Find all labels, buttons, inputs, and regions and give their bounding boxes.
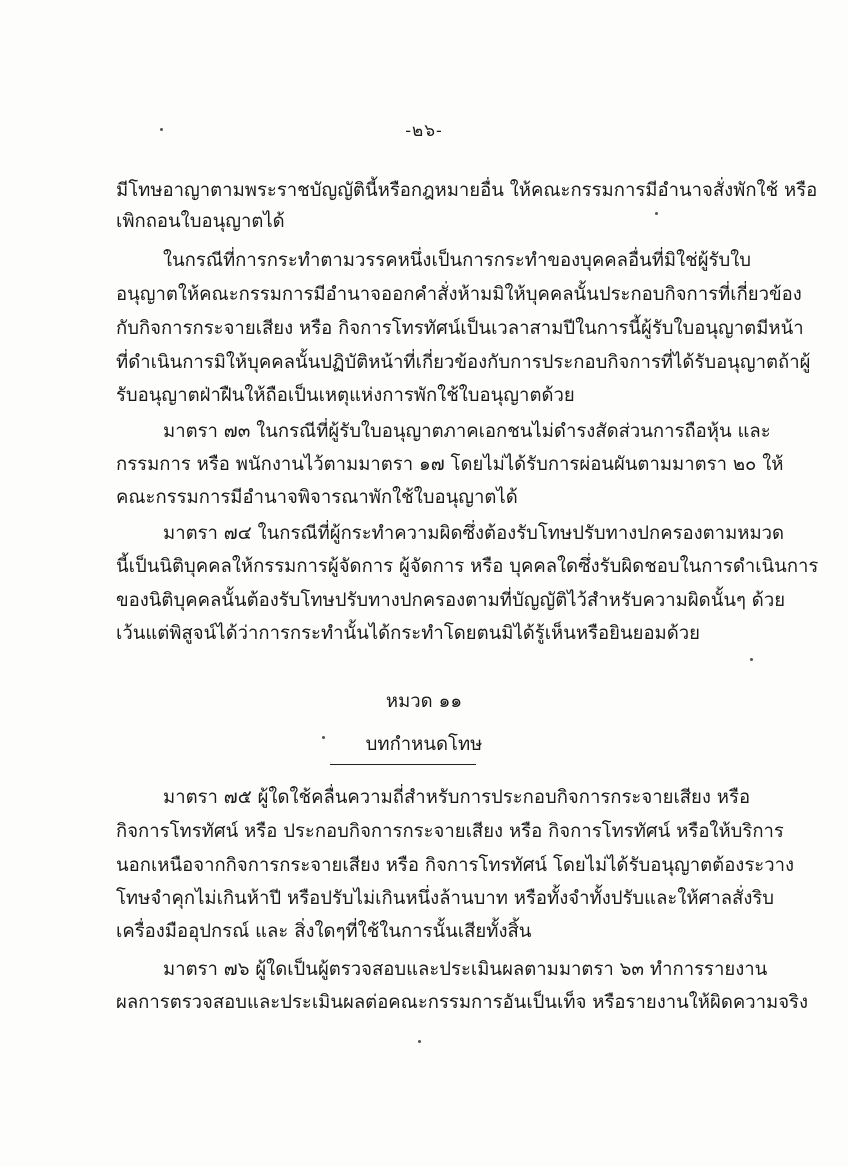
- text-line: รับอนุญาตฝ่าฝืนให้ถือเป็นเหตุแห่งการพักใช้ใบอนุญาตด้วย: [116, 385, 575, 406]
- text-line: เครื่องมืออุปกรณ์ และ สิ่งใดๆที่ใช้ในการนั้นเสียทั้งสิ้น: [116, 921, 532, 942]
- scan-speck: [750, 658, 753, 661]
- text-line: ที่ดำเนินการมิให้บุคคลนั้นปฏิบัติหน้าที่เกี่ยวข้องกับการประกอบกิจการที่ได้รับอนุญาตถ้าผู้: [116, 352, 811, 373]
- scan-speck: [655, 212, 658, 215]
- text-line: นอกเหนือจากกิจการกระจายเสียง หรือ กิจการโทรทัศน์ โดยไม่ได้รับอนุญาตต้องระวาง: [116, 855, 795, 876]
- chapter-title: บทกำหนดโทษ: [365, 734, 483, 755]
- text-line: กับกิจการกระจายเสียง หรือ กิจการโทรทัศน์เป็นเวลาสามปีในการนี้ผู้รับใบอนุญาตมีหน้า: [116, 318, 804, 339]
- text-line: กิจการโทรทัศน์ หรือ ประกอบกิจการกระจายเสียง หรือ กิจการโทรทัศน์ หรือให้บริการ: [116, 821, 784, 842]
- text-line: อนุญาตให้คณะกรรมการมีอำนาจออกคำสั่งห้ามมิให้บุคคลนั้นประกอบกิจการที่เกี่ยวข้อง: [116, 284, 802, 305]
- text-line: นี้เป็นนิติบุคคลให้กรรมการผู้จัดการ ผู้จัดการ หรือ บุคคลใดซึ่งรับผิดชอบในการดำเนินการ: [116, 556, 819, 577]
- scan-speck: [322, 736, 325, 739]
- text-line: มาตรา ๗๔ ในกรณีที่ผู้กระทำความผิดซึ่งต้องรับโทษปรับทางปกครองตามหมวด: [163, 523, 785, 544]
- scan-speck: [160, 128, 163, 131]
- chapter-number: หมวด ๑๑: [385, 691, 463, 712]
- text-line: มาตรา ๗๖ ผู้ใดเป็นผู้ตรวจสอบและประเมินผลตามมาตรา ๖๓ ทำการรายงาน: [163, 959, 768, 980]
- text-line: มีโทษอาญาตามพระราชบัญญัตินี้หรือกฎหมายอื่น ให้คณะกรรมการมีอำนาจสั่งพักใช้ หรือ: [116, 180, 818, 201]
- text-line: มาตรา ๗๕ ผู้ใดใช้คลื่นความถี่สำหรับการประกอบกิจการกระจายเสียง หรือ: [163, 787, 751, 808]
- page-number: -๒๖-: [405, 121, 443, 141]
- text-line: เว้นแต่พิสูจน์ได้ว่าการกระทำนั้นได้กระทำโดยตนมิได้รู้เห็นหรือยินยอมด้วย: [116, 623, 700, 644]
- chapter-title-underline: [330, 764, 476, 765]
- text-line: คณะกรรมการมีอำนาจพิจารณาพักใช้ใบอนุญาตได้: [116, 487, 518, 508]
- scan-speck: [418, 1040, 421, 1043]
- text-line: โทษจำคุกไม่เกินห้าปี หรือปรับไม่เกินหนึ่งล้านบาท หรือทั้งจำทั้งปรับและให้ศาลสั่งริบ: [116, 888, 775, 909]
- text-line: ของนิติบุคคลนั้นต้องรับโทษปรับทางปกครองตามที่บัญญัติไว้สำหรับความผิดนั้นๆ ด้วย: [116, 590, 786, 611]
- text-line: มาตรา ๗๓ ในกรณีที่ผู้รับใบอนุญาตภาคเอกชนไม่ดำรงสัดส่วนการถือหุ้น และ: [163, 421, 771, 442]
- text-line: กรรมการ หรือ พนักงานไว้ตามมาตรา ๑๗ โดยไม่ได้รับการผ่อนผันตามมาตรา ๒๐ ให้: [116, 454, 784, 475]
- text-line: เพิกถอนใบอนุญาตได้: [116, 211, 285, 232]
- text-line: ผลการตรวจสอบและประเมินผลต่อคณะกรรมการอันเป็นเท็จ หรือรายงานให้ผิดความจริง: [116, 992, 808, 1013]
- text-line: ในกรณีที่การกระทำตามวรรคหนึ่งเป็นการกระทำของบุคคลอื่นที่มิใช่ผู้รับใบ: [163, 250, 752, 271]
